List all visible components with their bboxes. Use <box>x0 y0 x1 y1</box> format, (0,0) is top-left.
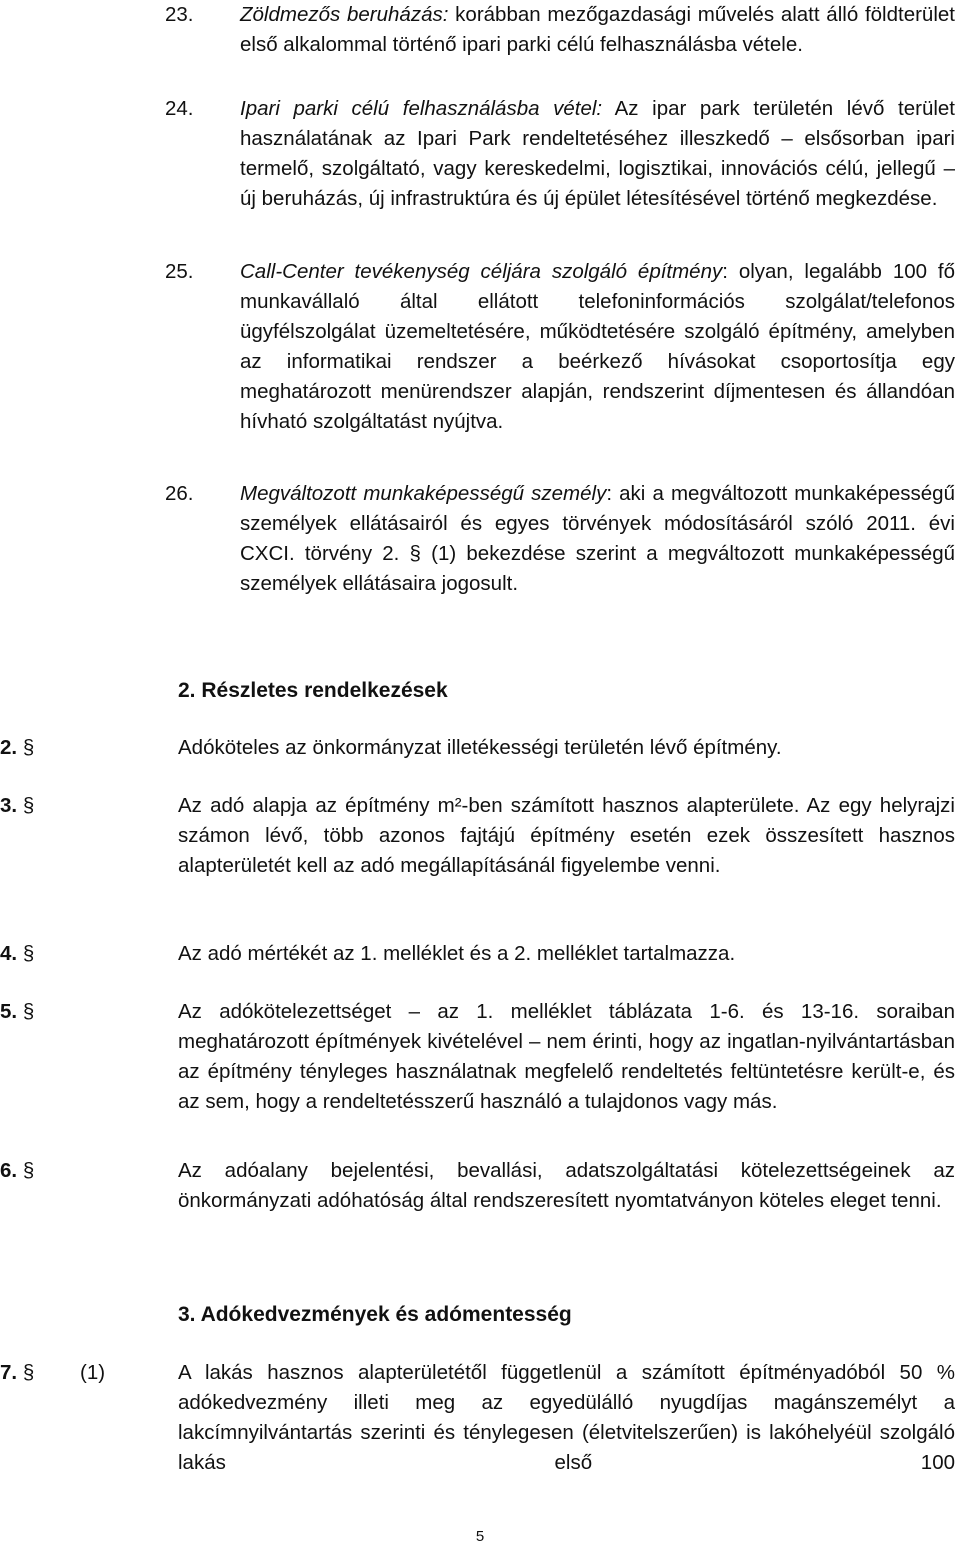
section-sign: § <box>22 1000 35 1023</box>
definition-number: 25. <box>165 260 194 283</box>
paragraph-text: Az adó alapja az építmény m²-ben számított hasznos alapterülete. Az egy helyrajzi számon lévő, több azonos fajtájú építmény esetén ezek összesített hasznos alapterületét kell az adó megállapításánál figyelembe venni. <box>178 794 955 877</box>
paragraph-text: Az adó mértékét az 1. melléklet és a 2. melléklet tartalmazza. <box>178 942 736 965</box>
section-heading-3: 3. Adókedvezmények és adómentesség <box>178 1303 572 1326</box>
definition-text: : aki a megváltozott munkaképességű személyek ellátásairól és egyes törvények módosításáról szóló 2011. évi CXCI. törvény 2. § (1) bekezdése szerint a megváltozott munkaképességű személyek ellátásaira jogosult. <box>240 482 955 595</box>
section-sign: § <box>22 1159 35 1182</box>
definition-number: 23. <box>165 3 194 26</box>
paragraph-text: Adóköteles az önkormányzat illetékességi területén lévő építmény. <box>178 736 782 759</box>
paragraph-6 <box>0 1156 955 1216</box>
definition-number: 26. <box>165 482 194 505</box>
paragraph-7 <box>0 1358 955 1478</box>
section-sign: § <box>22 1361 35 1384</box>
definitions-list <box>165 0 955 629</box>
paragraph-number: 7. <box>0 1361 18 1384</box>
paragraph-3 <box>0 791 955 881</box>
section-sign: § <box>22 736 35 759</box>
paragraph-4 <box>0 939 955 969</box>
paragraph-2 <box>0 733 955 763</box>
definition-item <box>165 257 955 473</box>
section-heading-2: 2. Részletes rendelkezések <box>178 679 448 702</box>
definition-text: : olyan, legalább 100 fő munkavállaló által ellátott telefoninformációs szolgálat/telefonos ügyfélszolgálat üzemeltetésére, működtetésére szolgáló építmény, amelyben az informatikai rendszer a beérkező hívásokat csoportosítja egy meghatározott menürendszer alapján, rendszerint díjmentesen és állandóan hívható szolgáltatást nyújtva. <box>240 260 956 433</box>
paragraph-number: 5. <box>0 1000 18 1023</box>
paragraph-number: 6. <box>0 1159 18 1182</box>
definition-term: Call-Center tevékenység céljára szolgáló építmény <box>240 260 723 283</box>
paragraph-number: 4. <box>0 942 18 965</box>
paragraph-text: Az adóalany bejelentési, bevallási, adatszolgáltatási kötelezettségeinek az önkormányzati adóhatóság által rendszeresített nyomtatványon köteles eleget tenni. <box>178 1159 955 1212</box>
paragraph-text: Az adókötelezettséget – az 1. melléklet táblázata 1-6. és 13-16. soraiban meghatározott építmények kivételével – nem érinti, hogy az ingatlan-nyilvántartásban az építmény tényleges használatnak megfelelő rendeltetés feltüntetésre került-e, és az sem, hogy a rendeltetésszerű használó a tulajdonos vagy más. <box>178 1000 955 1113</box>
definition-text: korábban mezőgazdasági művelés alatt álló földterület első alkalommal történő ipari parki célú felhasználásba vétele. <box>240 3 955 56</box>
section-sign: § <box>22 942 35 965</box>
paragraph-5 <box>0 997 955 1117</box>
paragraph-text: A lakás hasznos alapterületétől függetlenül a számított építményadóból 50 % adókedvezmény illeti meg az egyedülálló nyugdíjas magánszemélyt a lakcímnyilvántartás szerinti és ténylegesen (életvitelszerűen) is lakóhelyéül szolgáló lakás első 100 <box>178 1361 955 1474</box>
definition-text: Az ipar park területén lévő terület használatának az Ipari Park rendeltetéséhez illeszkedő – elsősorban ipari termelő, szolgáltató, vagy kereskedelmi, logisztikai, innovációs célú, jellegű – új beruházás, új infrastruktúra és új épület létesítésével történő megkezdése. <box>240 97 955 210</box>
definition-item <box>165 0 955 90</box>
paragraph-number: 3. <box>0 794 18 817</box>
definition-term: Zöldmezős beruházás: <box>240 3 449 26</box>
definition-term: Ipari parki célú felhasználásba vétel: <box>240 97 603 120</box>
section-sign: § <box>22 794 35 817</box>
definition-number: 24. <box>165 97 194 120</box>
definition-item <box>165 94 955 251</box>
definition-term: Megváltozott munkaképességű személy <box>240 482 607 505</box>
subsection-number: (1) <box>80 1361 106 1384</box>
page-number: 5 <box>475 1528 485 1545</box>
definition-item <box>165 479 955 629</box>
paragraph-number: 2. <box>0 736 18 759</box>
